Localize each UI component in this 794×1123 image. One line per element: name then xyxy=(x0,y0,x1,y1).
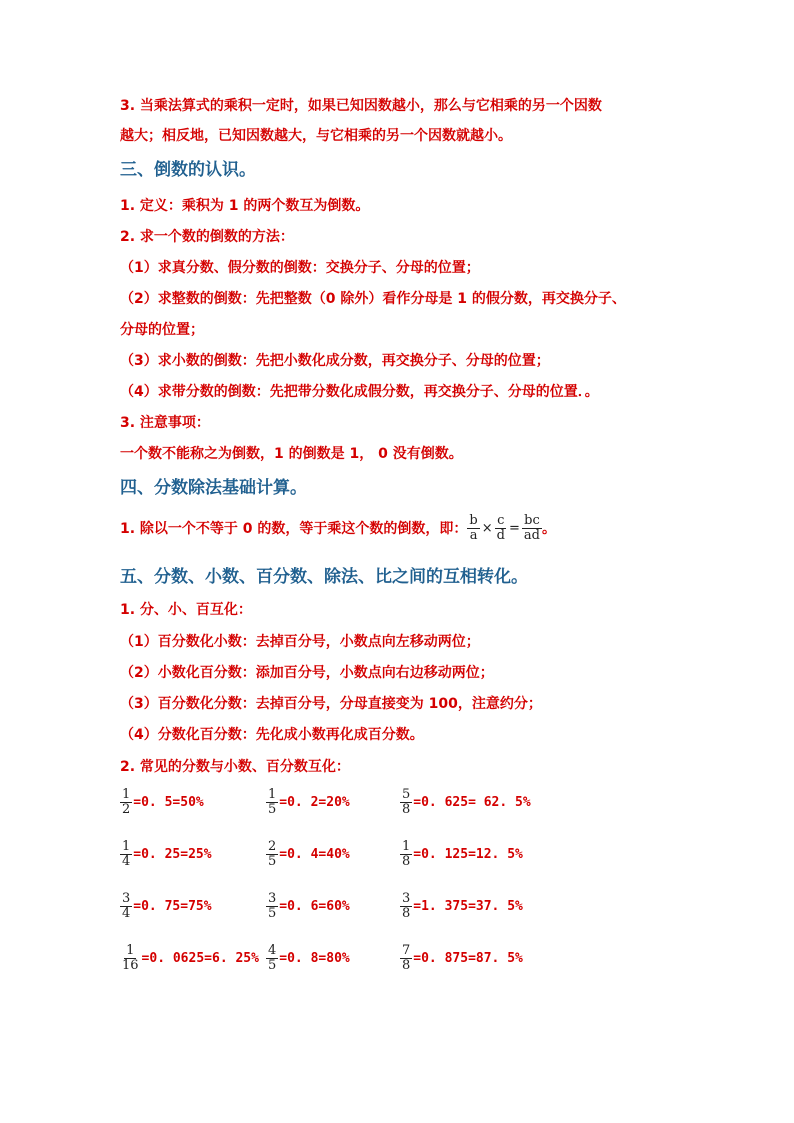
formula-fraction-1 xyxy=(467,514,479,543)
conversion-value: =0. 4=40% xyxy=(279,847,350,862)
conversion-fraction xyxy=(400,892,412,921)
conversion-numerator: 3 xyxy=(402,891,411,906)
conversion-title: 1. 分、小、百互化： xyxy=(120,602,252,618)
conversion-denominator: 5 xyxy=(268,802,277,817)
conversion-value: =0. 8=80% xyxy=(279,951,350,966)
formula-numerator: c xyxy=(497,513,505,528)
section-heading-division: 四、分数除法基础计算。 xyxy=(120,478,307,498)
conversion-denominator: 8 xyxy=(402,906,411,921)
conversion-fraction xyxy=(400,840,412,869)
method-item-2-cont: 分母的位置； xyxy=(120,322,204,338)
formula-denominator: a xyxy=(469,528,478,543)
paragraph-line: 越大；相反地，已知因数越大，与它相乘的另一个因数就越小。 xyxy=(120,128,512,144)
conversion-value: =0. 6=60% xyxy=(279,899,350,914)
conversion-denominator: 16 xyxy=(122,958,139,973)
conversion-value: =0. 5=50% xyxy=(133,795,204,810)
conversion-item-1: （1）百分数化小数：去掉百分号，小数点向左移动两位； xyxy=(120,634,480,650)
paragraph-line: 3. 当乘法算式的乘积一定时，如果已知因数越小，那么与它相乘的另一个因数 xyxy=(120,98,602,114)
common-conversions-title: 2. 常见的分数与小数、百分数互化： xyxy=(120,759,350,775)
conversion-denominator: 5 xyxy=(268,906,277,921)
conversion-value: =0. 25=25% xyxy=(133,847,212,862)
conversion-entry xyxy=(266,840,350,869)
division-rule-line xyxy=(120,514,556,543)
conversion-denominator: 4 xyxy=(122,854,131,869)
conversion-item-3: （3）百分数化分数：去掉百分号，分母直接变为 100，注意约分； xyxy=(120,696,542,712)
formula-numerator: bc xyxy=(524,513,540,528)
conversion-denominator: 8 xyxy=(402,854,411,869)
conversion-numerator: 3 xyxy=(268,891,277,906)
conversion-entry xyxy=(266,892,350,921)
conversion-numerator: 5 xyxy=(402,787,411,802)
method-item-2: （2）求整数的倒数：先把整数（0 除外）看作分母是 1 的假分数，再交换分子、 xyxy=(120,291,626,307)
conversion-numerator: 1 xyxy=(268,787,277,802)
times-sign: × xyxy=(481,520,493,536)
conversion-value: =0. 0625=6. 25% xyxy=(141,951,259,966)
formula-numerator: b xyxy=(469,513,478,528)
section-heading-conversion: 五、分数、小数、百分数、除法、比之间的互相转化。 xyxy=(120,567,528,587)
conversion-numerator: 1 xyxy=(122,839,131,854)
method-item-4: （4）求带分数的倒数：先把带分数化成假分数，再交换分子、分母的位置．。 xyxy=(120,384,599,400)
method-title: 2. 求一个数的倒数的方法： xyxy=(120,229,294,245)
conversion-denominator: 8 xyxy=(402,802,411,817)
conversion-numerator: 1 xyxy=(402,839,411,854)
notes-title: 3. 注意事项： xyxy=(120,415,210,431)
conversion-item-4: （4）分数化百分数：先化成小数再化成百分数。 xyxy=(120,727,424,743)
conversion-value: =0. 75=75% xyxy=(133,899,212,914)
conversion-entry xyxy=(400,944,523,973)
formula-fraction-2 xyxy=(495,514,507,543)
formula-denominator: d xyxy=(496,528,505,543)
section-heading-reciprocal: 三、倒数的认识。 xyxy=(120,160,256,180)
conversion-denominator: 5 xyxy=(268,958,277,973)
conversion-denominator: 4 xyxy=(122,906,131,921)
equals-sign: = xyxy=(508,520,520,536)
conversion-fraction xyxy=(266,944,278,973)
conversion-entry xyxy=(266,944,350,973)
conversion-entry xyxy=(120,788,204,817)
conversion-numerator: 2 xyxy=(268,839,277,854)
conversion-fraction xyxy=(266,788,278,817)
conversion-numerator: 1 xyxy=(122,787,131,802)
conversion-fraction xyxy=(266,840,278,869)
formula-result xyxy=(522,514,542,543)
conversion-numerator: 3 xyxy=(122,891,131,906)
conversion-entry xyxy=(400,840,523,869)
conversion-fraction xyxy=(120,788,132,817)
conversion-fraction xyxy=(120,944,141,973)
conversion-denominator: 8 xyxy=(402,958,411,973)
notes-text: 一个数不能称之为倒数，1 的倒数是 1， 0 没有倒数。 xyxy=(120,446,463,462)
conversion-entry xyxy=(400,788,531,817)
conversion-fraction xyxy=(400,788,412,817)
conversion-fraction xyxy=(120,840,132,869)
conversion-numerator: 7 xyxy=(402,943,411,958)
conversion-entry xyxy=(120,892,212,921)
conversion-entry xyxy=(400,892,523,921)
division-rule-text: 1. 除以一个不等于 0 的数，等于乘这个数的倒数，即： xyxy=(120,520,468,537)
conversion-value: =0. 125=12. 5% xyxy=(413,847,523,862)
conversion-fraction xyxy=(400,944,412,973)
conversion-value: =1. 375=37. 5% xyxy=(413,899,523,914)
method-item-1: （1）求真分数、假分数的倒数：交换分子、分母的位置； xyxy=(120,260,480,276)
conversion-entry xyxy=(120,840,212,869)
conversion-fraction xyxy=(120,892,132,921)
formula-denominator: ad xyxy=(523,528,540,543)
conversion-value: =0. 875=87. 5% xyxy=(413,951,523,966)
conversion-value: =0. 625= 62. 5% xyxy=(413,795,531,810)
method-item-3: （3）求小数的倒数：先把小数化成分数，再交换分子、分母的位置； xyxy=(120,353,550,369)
conversion-value: =0. 2=20% xyxy=(279,795,350,810)
conversion-entry xyxy=(266,788,350,817)
conversion-numerator: 4 xyxy=(268,943,277,958)
conversion-denominator: 5 xyxy=(268,854,277,869)
definition-line: 1. 定义：乘积为 1 的两个数互为倒数。 xyxy=(120,198,370,214)
conversion-denominator: 2 xyxy=(122,802,131,817)
conversion-fraction xyxy=(266,892,278,921)
formula-end-mark: 。 xyxy=(541,520,556,537)
conversion-entry xyxy=(120,944,259,973)
conversion-numerator: 1 xyxy=(126,943,135,958)
conversion-item-2: （2）小数化百分数：添加百分号，小数点向右边移动两位； xyxy=(120,665,494,681)
